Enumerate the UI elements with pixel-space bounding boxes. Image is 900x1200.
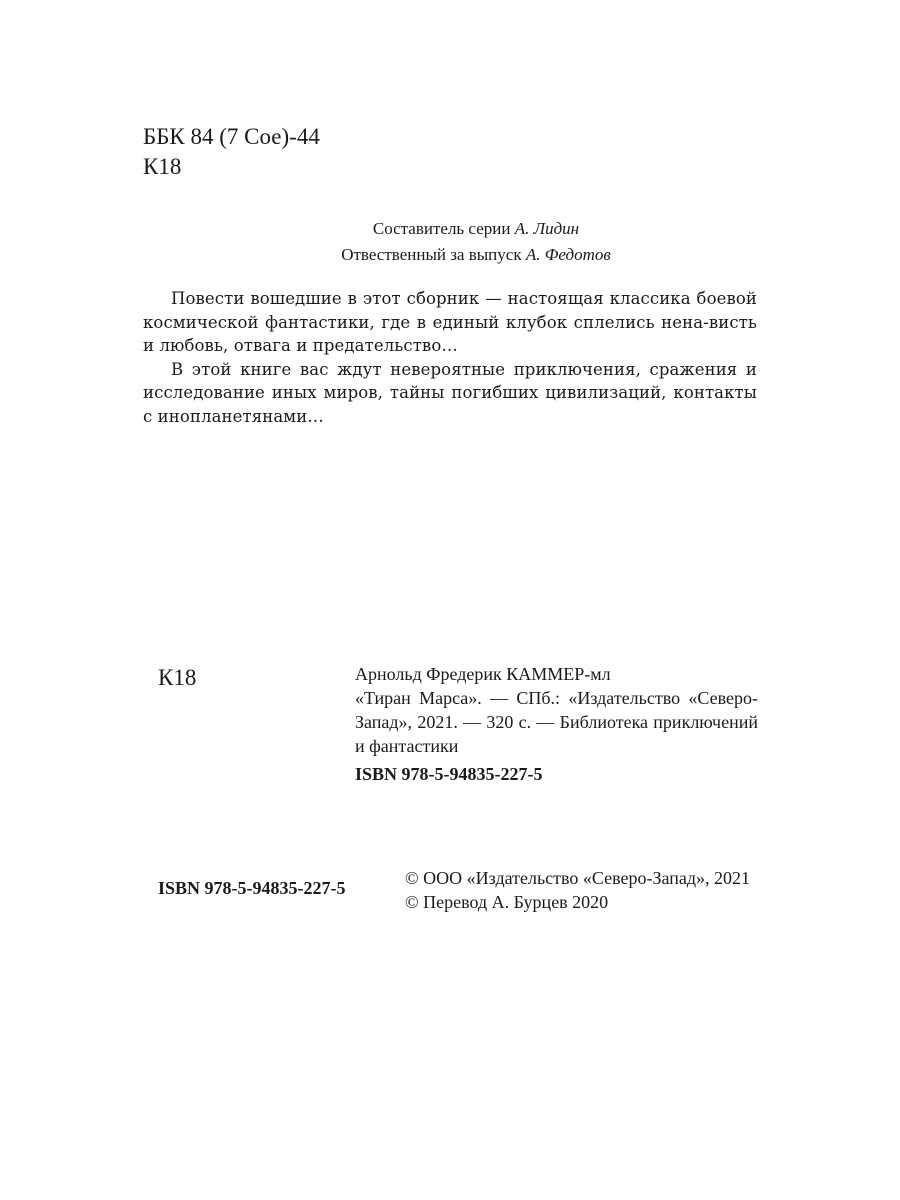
- catalog-description: «Тиран Марса». — СПб.: «Издательство «Северо-Запад», 2021. — 320 с. — Библиотека приключений и фантастики: [355, 688, 758, 756]
- series-compiler-line: [250, 216, 702, 242]
- series-compiler-label: Составитель серии: [372, 219, 511, 238]
- copyright-line-publisher: © ООО «Издательство «Северо-Запад», 2021: [405, 868, 751, 888]
- catalog-card: [355, 662, 758, 786]
- bbk-code: ББК 84 (7 Сое)-44: [143, 124, 320, 149]
- author-mark-code: К18: [143, 154, 182, 179]
- editor-name: А. Федотов: [525, 245, 611, 264]
- catalog-card-code: К18: [158, 665, 197, 690]
- annotation-paragraph: В этой книге вас ждут невероятные приключения, сражения и исследование иных миров, тайны погибших цивилизаций, контакты с инопланетянами…: [143, 359, 757, 426]
- catalog-isbn: ISBN 978-5-94835-227-5: [355, 764, 543, 784]
- editor-line: [250, 242, 702, 268]
- copyright-block: [405, 866, 750, 914]
- classification-block: [143, 122, 320, 182]
- series-compiler-name: А. Лидин: [514, 219, 580, 238]
- editor-label: Отвественный за выпуск: [341, 245, 522, 264]
- footer-isbn: ISBN 978-5-94835-227-5: [158, 878, 346, 898]
- annotation-paragraph: Повести вошедшие в этот сборник — настоящая классика боевой космической фантастики, где в единый клубок сплелись нена-висть и любовь, отвага и предательство…: [143, 289, 757, 355]
- catalog-author: Арнольд Фредерик КАММЕР-мл: [355, 664, 611, 684]
- credits-block: [250, 216, 702, 268]
- annotation-block: [143, 287, 757, 428]
- copyright-line-translation: © Перевод А. Бурцев 2020: [405, 892, 609, 912]
